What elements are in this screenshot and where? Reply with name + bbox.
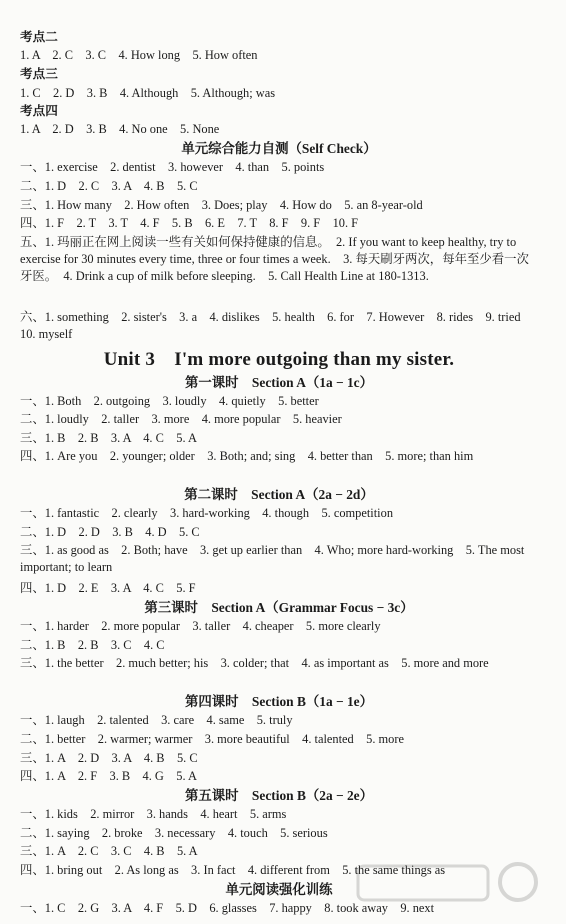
answer-line: 三、1. How many 2. How often 3. Does; play 4. How do 5. an 8-year-old: [20, 198, 423, 212]
section-heading: 考点四: [20, 104, 58, 118]
answer-line: 四、1. F 2. T 3. T 4. F 5. B 6. E 7. T 8. F 9. F 10. F: [20, 216, 359, 230]
answer-line: 一、1. exercise 2. dentist 3. however 4. than 5. points: [20, 160, 325, 174]
answer-line: 四、1. bring out 2. As long as 3. In fact 4. different from 5. the same things as: [20, 863, 446, 877]
lesson-title: 第五课时 Section B（2a − 2e）: [184, 788, 374, 803]
answer-line: 一、1. C 2. G 3. A 4. F 5. D 6. glasses 7. happy 8. took away 9. next: [20, 901, 435, 915]
lesson-title: 第一课时 Section A（1a − 1c）: [184, 375, 374, 390]
section-heading: 考点三: [20, 67, 58, 81]
answer-line: 一、1. Both 2. outgoing 3. loudly 4. quietly 5. better: [20, 394, 319, 408]
answer-line: 二、1. better 2. warmer; warmer 3. more beautiful 4. talented 5. more: [20, 732, 404, 746]
lesson-title: 第二课时 Section A（2a − 2d）: [184, 487, 374, 502]
answer-paragraph: 六、1. something 2. sister's 3. a 4. dislikes 5. health 6. for 7. However 8. rides 9. tried 10. myself: [20, 310, 533, 341]
section-heading: 考点二: [20, 30, 58, 44]
answer-line: 1. A 2. C 3. C 4. How long 5. How often: [20, 48, 258, 62]
answer-line: 一、1. harder 2. more popular 3. taller 4. cheaper 5. more clearly: [20, 619, 381, 633]
answer-paragraph: 五、1. 玛丽正在网上阅读一些有关如何保持健康的信息。 2. If you want to keep healthy, try to exercise for 30 minutes every time, three or four times a week. 3. 每天刷牙两次，每年至少看一次牙医。 4. Drink a cup of milk before sleeping. 5. Call Health Line at 180-1313.: [20, 235, 529, 283]
answer-line: 四、1. D 2. E 3. A 4. C 5. F: [20, 581, 196, 595]
answer-line: 1. A 2. D 3. B 4. No one 5. None: [20, 122, 220, 136]
section-title: 单元综合能力自测（Self Check）: [181, 141, 377, 156]
answer-line: 三、1. B 2. B 3. A 4. C 5. A: [20, 431, 197, 445]
answer-line: 二、1. B 2. B 3. C 4. C: [20, 638, 165, 652]
answer-paragraph: 四、1. Are you 2. younger; older 3. Both; and; sing 4. better than 5. more; than him: [20, 449, 474, 463]
answer-line: 二、1. D 2. C 3. A 4. B 5. C: [20, 179, 198, 193]
lesson-title: 第四课时 Section B（1a − 1e）: [184, 694, 374, 709]
answer-line: 二、1. saying 2. broke 3. necessary 4. touch 5. serious: [20, 826, 328, 840]
answer-line: 三、1. A 2. D 3. A 4. B 5. C: [20, 751, 198, 765]
answer-line: 一、1. fantastic 2. clearly 3. hard-working 4. though 5. competition: [20, 506, 394, 520]
answer-line: 1. C 2. D 3. B 4. Although 5. Although; was: [20, 86, 276, 100]
answer-paragraph: 三、1. the better 2. much better; his 3. colder; that 4. as important as 5. more and more: [20, 656, 489, 670]
answer-line: 一、1. kids 2. mirror 3. hands 4. heart 5. arms: [20, 807, 287, 821]
lesson-title: 第三课时 Section A（Grammar Focus − 3c）: [144, 600, 414, 615]
answer-line: 三、1. A 2. C 3. C 4. B 5. A: [20, 844, 198, 858]
answer-paragraph: 三、1. as good as 2. Both; have 3. get up earlier than 4. Who; more hard-working 5. The most important; to learn: [20, 543, 525, 574]
answer-line: 二、1. loudly 2. taller 3. more 4. more popular 5. heavier: [20, 412, 342, 426]
answer-line: 四、1. A 2. F 3. B 4. G 5. A: [20, 769, 197, 783]
section-title: 单元阅读强化训练: [225, 882, 333, 897]
unit-title: Unit 3 I'm more outgoing than my sister.: [103, 349, 455, 370]
answer-line: 一、1. laugh 2. talented 3. care 4. same 5. truly: [20, 713, 293, 727]
answer-line: 二、1. D 2. D 3. B 4. D 5. C: [20, 525, 200, 539]
